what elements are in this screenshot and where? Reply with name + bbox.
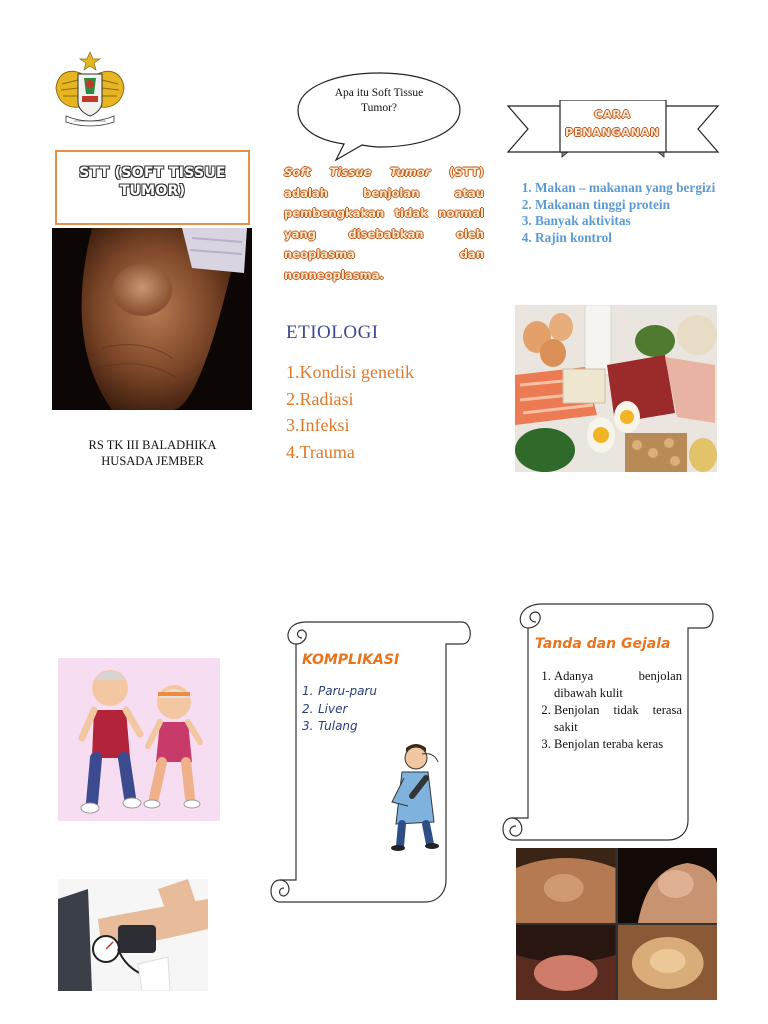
- tanda-item: 3. Benjolan teraba keras: [554, 736, 682, 753]
- banner-line-1: CARA: [594, 108, 631, 121]
- komplikasi-heading: KOMPLIKASI: [302, 652, 400, 668]
- title-line-1: STT (SOFT TISSUE: [79, 165, 226, 181]
- komplikasi-item-number: 3.: [302, 719, 314, 733]
- tanda-gejala-heading: Tanda dan Gejala: [535, 636, 671, 652]
- komplikasi-item: [302, 718, 377, 736]
- page-title: [57, 164, 248, 200]
- bubble-question: [320, 86, 438, 116]
- etiologi-item: 3.Infeksi: [286, 415, 350, 435]
- komplikasi-item-text: Liver: [318, 701, 348, 716]
- cara-penanganan-list: [515, 180, 717, 246]
- cara-item: 4. Rajin kontrol: [535, 230, 717, 247]
- etiologi-item: 2.Radiasi: [286, 388, 354, 409]
- hospital-emblem-logo: [48, 50, 132, 132]
- komplikasi-item-text: Paru-paru: [318, 684, 377, 698]
- tanda-item: 1. Adanya benjolan dibawah kulit: [554, 668, 682, 702]
- definition-term: Soft Tissue Tumor: [284, 165, 431, 179]
- cara-item: 1. Makan – makanan yang bergizi: [535, 180, 717, 197]
- etiologi-list: [286, 359, 414, 465]
- bubble-line-1: Apa itu Soft Tissue: [334, 87, 424, 99]
- komplikasi-item: [302, 701, 377, 719]
- komplikasi-list: [302, 683, 377, 736]
- hospital-line-2: HUSADA JEMBER: [101, 454, 204, 468]
- tanda-item: 2. Benjolan tidak terasa sakit: [554, 702, 682, 736]
- komplikasi-item-text: Tulang: [318, 719, 358, 733]
- banner-line-2: PENANGANAN: [565, 126, 660, 139]
- blood-pressure-check-photo: [58, 879, 208, 991]
- definition-last: nonneoplasma.: [284, 267, 384, 282]
- komplikasi-item-number: 2.: [302, 701, 314, 716]
- skin-photo-3: [516, 925, 616, 1000]
- hospital-name: [55, 437, 250, 469]
- skin-photo-4: [618, 925, 718, 1000]
- skin-lump-photos: [516, 848, 717, 1000]
- title-box: [55, 150, 250, 225]
- komplikasi-item: [302, 683, 377, 701]
- tanda-gejala-list: [535, 668, 682, 753]
- skin-photo-2: [618, 848, 718, 923]
- banner-label: [560, 106, 665, 142]
- komplikasi-item-number: 1.: [302, 684, 314, 698]
- stt-definition: [284, 162, 484, 285]
- speech-bubble: [296, 70, 462, 162]
- bubble-line-2: Tumor?: [361, 102, 397, 114]
- arm-lump-photo: [52, 228, 252, 410]
- etiologi-item: 1.Kondisi genetik: [286, 362, 414, 382]
- etiologi-item: 4.Trauma: [286, 441, 355, 462]
- healthy-food-photo: [515, 305, 717, 472]
- hospital-line-1: RS TK III BALADHIKA: [88, 438, 217, 452]
- elderly-jogging-illustration: [58, 658, 220, 821]
- title-line-2: TUMOR): [119, 183, 186, 199]
- skin-photo-1: [516, 848, 616, 923]
- definition-body: (STT) adalah benjolan atau pembengkakan tidak normal yang disebabkan oleh neoplasma dan: [284, 165, 484, 261]
- etiologi-heading: ETIOLOGI: [286, 322, 379, 343]
- sick-man-illustration: [382, 742, 444, 852]
- cara-item: 3. Banyak aktivitas: [535, 213, 717, 230]
- cara-item: 2. Makanan tinggi protein: [535, 197, 717, 214]
